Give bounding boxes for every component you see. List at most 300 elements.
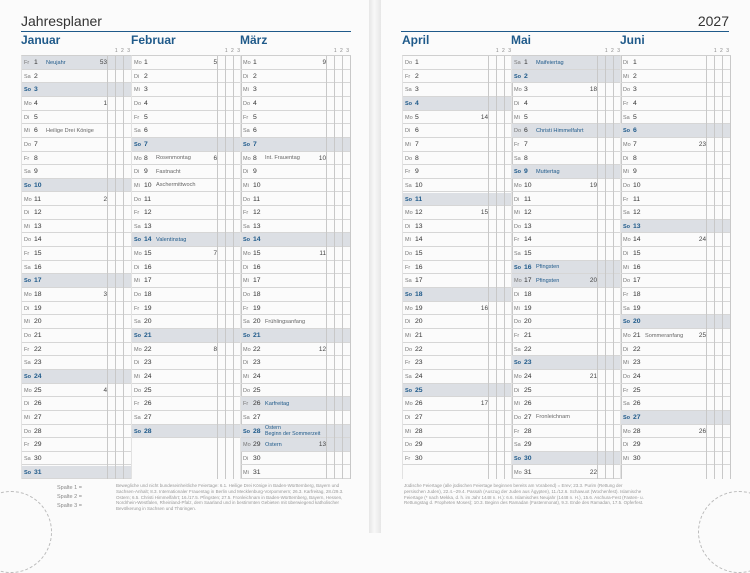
day-number: 2 xyxy=(524,72,528,80)
event-label: Fronleichnam xyxy=(536,414,570,421)
day-number: 9 xyxy=(415,168,419,176)
day-number: 5 xyxy=(633,113,637,121)
weekday-label: So xyxy=(24,469,32,476)
weekday-label: Do xyxy=(243,292,251,299)
day-number: 4 xyxy=(144,99,148,107)
day-number: 17 xyxy=(633,277,641,285)
weekday-label: Mi xyxy=(405,428,411,435)
day-number: 25 xyxy=(524,386,532,394)
weekday-label: Mi xyxy=(243,278,249,285)
weekday-label: Do xyxy=(405,346,413,353)
day-list xyxy=(21,55,132,479)
day-number: 4 xyxy=(253,99,257,107)
weekday-label: Do xyxy=(134,292,142,299)
month-column xyxy=(240,33,350,478)
week-number: 17 xyxy=(480,400,488,408)
day-number: 19 xyxy=(253,304,261,312)
weekday-label: Fr xyxy=(514,237,520,244)
weekday-label: Sa xyxy=(405,278,412,285)
day-number: 6 xyxy=(253,127,257,135)
weekday-label: Fr xyxy=(623,292,629,299)
weekday-label: Fr xyxy=(514,428,520,435)
weekday-label: Di xyxy=(623,346,629,353)
day-number: 18 xyxy=(415,291,423,299)
weekday-label: Fr xyxy=(24,251,30,258)
weekday-label: Sa xyxy=(243,414,250,421)
weekday-label: Mo xyxy=(514,373,522,380)
week-number: 24 xyxy=(698,236,706,244)
day-number: 16 xyxy=(253,263,261,271)
weekday-label: Do xyxy=(514,128,522,135)
day-number: 3 xyxy=(524,86,528,94)
day-number: 16 xyxy=(34,263,42,271)
day-number: 1 xyxy=(524,59,528,66)
weekday-label: Mo xyxy=(514,182,522,189)
weekday-label: Fr xyxy=(243,114,249,121)
day-number: 29 xyxy=(415,441,423,449)
footnote-holidays: Bewegliche und nicht bundeseinheitliche Feiertage: 6.1. Heilige Drei Könige in Baden-Württemberg, Bayern und Sachsen-Anhalt; 8.3. Internationaler Frauentag in Berlin und Mecklenburg-Vorpommern; 26.3. Karfreitag, 28./29.3. Ostern; 6.5. Christi Himmelfahrt; 16./17.5. Pfingsten; 27.5. Fronleichnam in Baden-Württemberg, Bayern, Hessen, Nordrhein-Westfalen, Rheinland-Pfalz, dem Saarland und in bestimmten Gebieten mit überwiegend katholischer Bevölkerung in Sachsen und Thüringen. xyxy=(116,483,344,512)
weekday-label: Sa xyxy=(405,182,412,189)
weekday-label: Fr xyxy=(134,401,140,408)
event-label: Pfingsten xyxy=(536,264,560,271)
event-label: Pfingsten xyxy=(536,277,560,284)
weekday-label: Do xyxy=(24,333,32,339)
weekday-label: So xyxy=(623,319,631,326)
weekday-label: Mo xyxy=(623,428,631,435)
weekday-label: So xyxy=(623,223,631,230)
day-number: 21 xyxy=(144,332,152,339)
day-number: 26 xyxy=(253,400,261,408)
weekday-label: Mo xyxy=(514,278,522,285)
weekday-label: Sa xyxy=(243,319,250,326)
weekday-label: Do xyxy=(24,141,32,148)
note-column-line xyxy=(613,56,614,479)
day-number: 27 xyxy=(34,413,42,421)
day-number: 13 xyxy=(415,222,423,230)
day-number: 29 xyxy=(524,441,532,449)
day-number: 19 xyxy=(633,304,641,312)
day-number: 17 xyxy=(144,277,152,285)
month-column xyxy=(21,33,131,478)
day-number: 8 xyxy=(253,154,257,162)
weekday-label: Mi xyxy=(514,305,520,312)
weekday-label: So xyxy=(514,264,522,271)
week-number: 20 xyxy=(589,277,597,285)
week-number: 2 xyxy=(103,195,107,203)
week-number: 10 xyxy=(318,154,326,162)
month-column xyxy=(511,33,621,478)
page-gutter xyxy=(369,0,381,533)
weekday-label: So xyxy=(24,278,32,285)
weekday-label: So xyxy=(24,182,32,189)
weekday-label: Mi xyxy=(623,264,629,271)
week-number: 26 xyxy=(698,427,706,435)
weekday-label: Sa xyxy=(514,251,521,258)
event-label xyxy=(265,425,320,437)
event-label: Valentinstag xyxy=(156,236,187,243)
weekday-label: Do xyxy=(514,319,522,326)
day-number: 20 xyxy=(524,318,532,326)
day-number: 13 xyxy=(524,222,532,230)
weekday-label: Fr xyxy=(243,305,249,312)
event-line: Beginn der Sommerzeit xyxy=(265,431,321,438)
day-number: 28 xyxy=(253,427,261,435)
week-number: 22 xyxy=(589,468,597,476)
weekday-label: Mi xyxy=(134,182,140,189)
weekday-label: Mi xyxy=(24,414,30,421)
day-list xyxy=(131,55,242,479)
weekday-label: Di xyxy=(514,387,520,394)
week-number: 16 xyxy=(480,304,488,312)
day-number: 16 xyxy=(524,263,532,271)
day-number: 15 xyxy=(253,250,261,258)
weekday-label: Di xyxy=(134,360,140,367)
day-number: 13 xyxy=(253,222,261,230)
weekday-label: Do xyxy=(405,60,413,66)
day-number: 21 xyxy=(34,332,42,339)
weekday-label: Sa xyxy=(405,87,412,94)
day-number: 9 xyxy=(524,168,528,176)
day-number: 6 xyxy=(633,127,637,135)
weekday-label: Mi xyxy=(514,114,520,121)
weekday-label: Fr xyxy=(134,210,140,217)
day-number: 20 xyxy=(34,318,42,326)
weekday-label: Sa xyxy=(24,73,31,80)
event-label: Ostern xyxy=(265,441,282,448)
day-number: 22 xyxy=(415,345,423,353)
weekday-label: So xyxy=(405,100,413,107)
day-number: 17 xyxy=(34,277,42,285)
weekday-label: Sa xyxy=(405,373,412,380)
note-column-line xyxy=(706,56,707,479)
day-number: 19 xyxy=(34,304,42,312)
day-number: 5 xyxy=(415,113,419,121)
weekday-label: Sa xyxy=(134,128,141,135)
weekday-label: Mi xyxy=(405,141,411,148)
month-name: Mai xyxy=(511,33,532,47)
weekday-label: Di xyxy=(405,128,411,135)
day-number: 7 xyxy=(34,140,38,148)
weekday-label: Sa xyxy=(623,210,630,217)
week-number: 9 xyxy=(322,59,326,66)
weekday-label: Sa xyxy=(134,223,141,230)
day-number: 12 xyxy=(524,209,532,217)
weekday-label: Mi xyxy=(134,278,140,285)
legend-line: Spalte 3 = xyxy=(57,503,82,509)
week-number: 23 xyxy=(698,140,706,148)
weekday-label: Fr xyxy=(243,401,249,408)
day-number: 2 xyxy=(253,72,257,80)
weekday-label: Di xyxy=(623,442,629,449)
day-number: 22 xyxy=(633,345,641,353)
event-label: Christi Himmelfahrt xyxy=(536,127,584,134)
month-name: März xyxy=(240,33,268,47)
note-column-line xyxy=(225,56,226,479)
weekday-label: Do xyxy=(623,182,631,189)
day-number: 13 xyxy=(633,222,641,230)
day-number: 7 xyxy=(524,140,528,148)
weekday-label: Do xyxy=(405,155,413,162)
month-column xyxy=(620,33,730,478)
day-number: 3 xyxy=(144,86,148,94)
weekday-label: Mi xyxy=(623,169,629,176)
day-number: 20 xyxy=(253,318,261,326)
weekday-label: Sa xyxy=(623,401,630,408)
month-name: Juni xyxy=(620,33,645,47)
day-number: 21 xyxy=(415,332,423,339)
day-number: 12 xyxy=(34,209,42,217)
weekday-label: Mi xyxy=(24,319,30,326)
weekday-label: Do xyxy=(134,196,142,203)
day-number: 9 xyxy=(34,168,38,176)
note-column-line xyxy=(233,56,234,479)
weekday-label: So xyxy=(243,428,251,435)
weekday-label: Mo xyxy=(405,210,413,217)
day-number: 30 xyxy=(415,454,423,462)
weekday-label: Sa xyxy=(134,414,141,421)
day-number: 29 xyxy=(34,441,42,449)
weekday-label: So xyxy=(134,237,142,244)
weekday-label: Mo xyxy=(514,469,522,476)
weekday-label: So xyxy=(623,414,631,421)
weekday-label: Fr xyxy=(24,346,30,353)
day-number: 20 xyxy=(144,318,152,326)
header-rule-right xyxy=(401,31,729,32)
day-number: 18 xyxy=(253,291,261,299)
day-number: 8 xyxy=(144,154,148,162)
event-label: Fastnacht xyxy=(156,168,181,175)
note-column-line xyxy=(730,56,731,479)
month-name: Februar xyxy=(131,33,176,47)
day-number: 3 xyxy=(34,86,38,94)
day-number: 17 xyxy=(415,277,423,285)
weekday-label: Mi xyxy=(24,223,30,230)
weekday-label: So xyxy=(514,169,522,176)
day-list xyxy=(402,55,513,479)
day-number: 27 xyxy=(144,413,152,421)
day-number: 21 xyxy=(633,332,641,339)
weekday-label: Fr xyxy=(405,73,411,80)
day-number: 12 xyxy=(415,209,423,217)
weekday-label: Di xyxy=(623,155,629,162)
note-column-line xyxy=(605,56,606,479)
day-number: 23 xyxy=(633,359,641,367)
week-number: 21 xyxy=(589,372,597,380)
weekday-label: Fr xyxy=(24,442,30,449)
note-column-line xyxy=(334,56,335,479)
note-column-line xyxy=(722,56,723,479)
day-number: 6 xyxy=(415,127,419,135)
weekday-label: Fr xyxy=(405,455,411,462)
weekday-label: Sa xyxy=(24,360,31,367)
day-number: 19 xyxy=(144,304,152,312)
weekday-label: Mo xyxy=(243,442,251,449)
week-number: 18 xyxy=(589,86,597,94)
weekday-label: Di xyxy=(623,251,629,258)
day-number: 18 xyxy=(144,291,152,299)
event-label: Neujahr xyxy=(46,59,66,66)
day-number: 28 xyxy=(34,427,42,435)
weekday-label: Do xyxy=(243,387,251,394)
day-number: 4 xyxy=(34,99,38,107)
day-number: 6 xyxy=(524,127,528,135)
weekday-label: So xyxy=(405,292,413,299)
day-number: 12 xyxy=(253,209,261,217)
weekday-label: Di xyxy=(514,196,520,203)
day-number: 11 xyxy=(144,195,152,203)
weekday-label: Mo xyxy=(623,237,631,244)
day-number: 8 xyxy=(633,154,637,162)
weekday-label: Sa xyxy=(514,346,521,353)
day-number: 15 xyxy=(415,250,423,258)
weekday-label: Mi xyxy=(514,210,520,217)
day-number: 9 xyxy=(253,168,257,176)
day-number: 18 xyxy=(34,291,42,299)
day-number: 17 xyxy=(253,277,261,285)
day-number: 10 xyxy=(524,181,532,189)
weekday-label: Sa xyxy=(24,455,31,462)
weekday-label: Di xyxy=(134,73,140,80)
day-number: 14 xyxy=(144,236,152,244)
weekday-label: Fr xyxy=(243,210,249,217)
event-label: Frühlingsanfang xyxy=(265,318,306,325)
weekday-label: Do xyxy=(514,414,522,421)
day-number: 24 xyxy=(144,372,152,380)
day-number: 30 xyxy=(253,454,261,462)
weekday-label: Di xyxy=(24,305,30,312)
weekday-label: Di xyxy=(243,73,249,80)
note-column-line xyxy=(342,56,343,479)
day-number: 22 xyxy=(524,345,532,353)
weekday-label: Do xyxy=(243,196,251,203)
day-number: 15 xyxy=(34,250,42,258)
weekday-label: Di xyxy=(243,264,249,271)
weekday-label: Mi xyxy=(24,128,30,135)
weekday-label: Mo xyxy=(405,401,413,408)
day-number: 27 xyxy=(253,413,261,421)
day-number: 2 xyxy=(34,72,38,80)
weekday-label: Do xyxy=(134,387,142,394)
day-number: 31 xyxy=(34,468,42,476)
day-number: 1 xyxy=(253,59,257,66)
note-column-line xyxy=(115,56,116,479)
day-number: 28 xyxy=(524,427,532,435)
weekday-label: Di xyxy=(134,169,140,176)
week-number: 4 xyxy=(103,386,107,394)
day-number: 1 xyxy=(415,59,419,66)
weekday-label: Di xyxy=(514,100,520,107)
note-column-line xyxy=(107,56,108,479)
day-number: 19 xyxy=(524,304,532,312)
day-number: 8 xyxy=(34,154,38,162)
weekday-label: Mo xyxy=(405,114,413,121)
day-number: 24 xyxy=(253,372,261,380)
weekday-label: Mo xyxy=(134,346,142,353)
day-number: 23 xyxy=(253,359,261,367)
day-number: 20 xyxy=(415,318,423,326)
day-number: 10 xyxy=(253,181,261,189)
weekday-label: So xyxy=(514,73,522,80)
weekday-label: Fr xyxy=(134,114,140,121)
day-number: 2 xyxy=(633,72,637,80)
weekday-label: Do xyxy=(24,237,32,244)
week-number: 53 xyxy=(99,59,107,66)
weekday-label: Fr xyxy=(623,196,629,203)
column-marks: 1 2 3 xyxy=(114,48,131,54)
day-number: 2 xyxy=(144,72,148,80)
day-number: 24 xyxy=(34,372,42,380)
day-number: 11 xyxy=(633,195,641,203)
note-column-line xyxy=(217,56,218,479)
weekday-label: Sa xyxy=(24,264,31,271)
weekday-label: Fr xyxy=(405,360,411,367)
weekday-label: Mo xyxy=(134,251,142,258)
month-name: Januar xyxy=(21,33,61,47)
legend-line: Spalte 1 = xyxy=(57,485,82,491)
day-number: 9 xyxy=(633,168,637,176)
week-number: 5 xyxy=(213,59,217,66)
day-number: 5 xyxy=(144,113,148,121)
day-number: 15 xyxy=(144,250,152,258)
weekday-label: Do xyxy=(24,428,32,435)
day-number: 7 xyxy=(253,140,257,148)
weekday-label: Mi xyxy=(514,401,520,408)
footnote-religious: Jüdische Feiertage (alle jüdischen Feiertage beginnen bereits am Vorabend) = Erev; 23.3. Purim (Rettung der persischen Juden), 22.4.–29.4. Passah (Auszug der Juden aus Ägypten), 11./12.6. Schawuot (Wochenfest). Islamische Feiertage (* nach Mekka, d. h. im Jahr 1448 n. H.): 6.6. Islamisches Neujahr (1448 n. H.), 15.6. Aschura-Fest (Fasten- u. Rettungstag d. Propheten Moses); 10.3. Beginn des Ramadan (Fastenmonat), 9.3. Ende des Ramadan, 17.5. Opferfest. xyxy=(404,483,644,506)
note-column-line xyxy=(597,56,598,479)
day-number: 30 xyxy=(633,454,641,462)
weekday-label: Do xyxy=(623,278,631,285)
weekday-label: Fr xyxy=(405,169,411,176)
weekday-label: Fr xyxy=(623,387,629,394)
column-marks: 1 2 3 xyxy=(495,48,512,54)
column-legend xyxy=(57,484,82,511)
day-number: 21 xyxy=(524,332,532,339)
day-number: 23 xyxy=(524,359,532,367)
note-column-line xyxy=(714,56,715,479)
weekday-label: Mo xyxy=(623,141,631,148)
day-number: 16 xyxy=(633,263,641,271)
event-label: Karfreitag xyxy=(265,400,290,407)
weekday-label: Sa xyxy=(623,305,630,312)
week-number: 8 xyxy=(213,345,217,353)
day-number: 12 xyxy=(633,209,641,217)
weekday-label: Mo xyxy=(24,100,32,107)
weekday-label: Mo xyxy=(243,155,251,162)
week-number: 15 xyxy=(480,209,488,217)
event-label: Rosenmontag xyxy=(156,155,191,162)
day-number: 8 xyxy=(524,154,528,162)
week-number: 13 xyxy=(318,441,326,449)
day-number: 3 xyxy=(415,86,419,94)
weekday-label: Sa xyxy=(514,155,521,162)
weekday-label: So xyxy=(243,141,251,148)
event-line: Ostern xyxy=(265,425,281,432)
day-number: 14 xyxy=(524,236,532,244)
weekday-label: Mo xyxy=(134,155,142,162)
day-number: 24 xyxy=(415,372,423,380)
weekday-label: Mi xyxy=(623,360,629,367)
weekday-label: So xyxy=(134,428,142,435)
day-number: 11 xyxy=(34,195,42,203)
weekday-label: Sa xyxy=(623,114,630,121)
note-column-line xyxy=(488,56,489,479)
weekday-label: So xyxy=(243,333,251,339)
day-number: 20 xyxy=(633,318,641,326)
weekday-label: Mo xyxy=(243,251,251,258)
column-marks: 1 2 3 xyxy=(713,48,730,54)
weekday-label: So xyxy=(24,373,32,380)
day-number: 11 xyxy=(415,195,423,203)
